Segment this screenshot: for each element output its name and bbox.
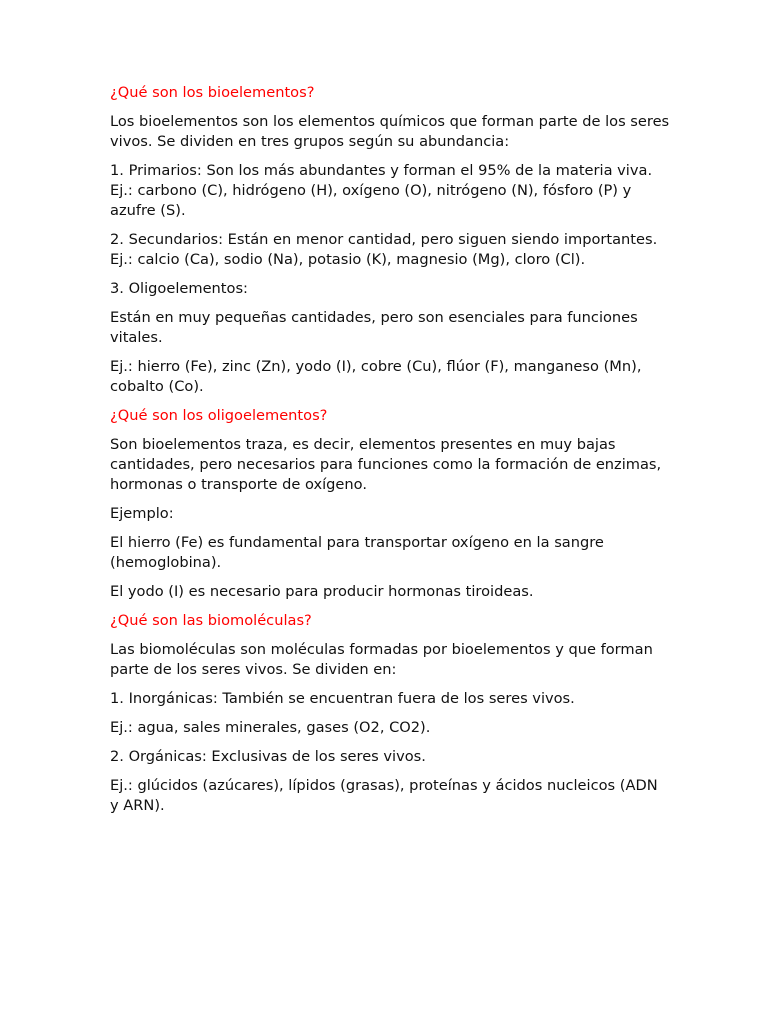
paragraph: 1. Primarios: Son los más abundantes y forman el 95% de la materia viva. Ej.: carbono (C), hidrógeno (H), oxígeno (O), nitrógeno (N), fósforo (P) y azufre (S).: [110, 162, 653, 219]
section-heading-oligoelementos: ¿Qué son los oligoelementos?: [110, 407, 328, 424]
paragraph: Ej.: agua, sales minerales, gases (O2, CO2).: [110, 719, 431, 736]
paragraph: Los bioelementos son los elementos químicos que forman parte de los seres vivos. Se dividen en tres grupos según su abundancia:: [110, 113, 670, 150]
paragraph: 2. Orgánicas: Exclusivas de los seres vivos.: [110, 748, 426, 765]
paragraph: Son bioelementos traza, es decir, elementos presentes en muy bajas cantidades, pero necesarios para funciones como la formación de enzimas, hormonas o transporte de oxígeno.: [110, 436, 662, 493]
paragraph: 3. Oligoelementos:: [110, 280, 248, 297]
section-heading-biomoleculas: ¿Qué son las biomoléculas?: [110, 612, 312, 629]
paragraph: 1. Inorgánicas: También se encuentran fuera de los seres vivos.: [110, 690, 575, 707]
paragraph: El hierro (Fe) es fundamental para transportar oxígeno en la sangre (hemoglobina).: [110, 534, 604, 571]
paragraph: Las biomoléculas son moléculas formadas por bioelementos y que forman parte de los seres vivos. Se dividen en:: [110, 641, 653, 678]
paragraph: Están en muy pequeñas cantidades, pero son esenciales para funciones vitales.: [110, 309, 638, 346]
paragraph: Ej.: hierro (Fe), zinc (Zn), yodo (I), cobre (Cu), flúor (F), manganeso (Mn), cobalto (Co).: [110, 358, 642, 395]
section-heading-bioelementos: ¿Qué son los bioelementos?: [110, 84, 315, 101]
paragraph: Ejemplo:: [110, 505, 174, 522]
paragraph: 2. Secundarios: Están en menor cantidad, pero siguen siendo importantes. Ej.: calcio (Ca), sodio (Na), potasio (K), magnesio (Mg), cloro (Cl).: [110, 231, 658, 268]
document-page: [110, 83, 670, 825]
paragraph: El yodo (I) es necesario para producir hormonas tiroideas.: [110, 583, 534, 600]
paragraph: Ej.: glúcidos (azúcares), lípidos (grasas), proteínas y ácidos nucleicos (ADN y ARN).: [110, 777, 658, 814]
